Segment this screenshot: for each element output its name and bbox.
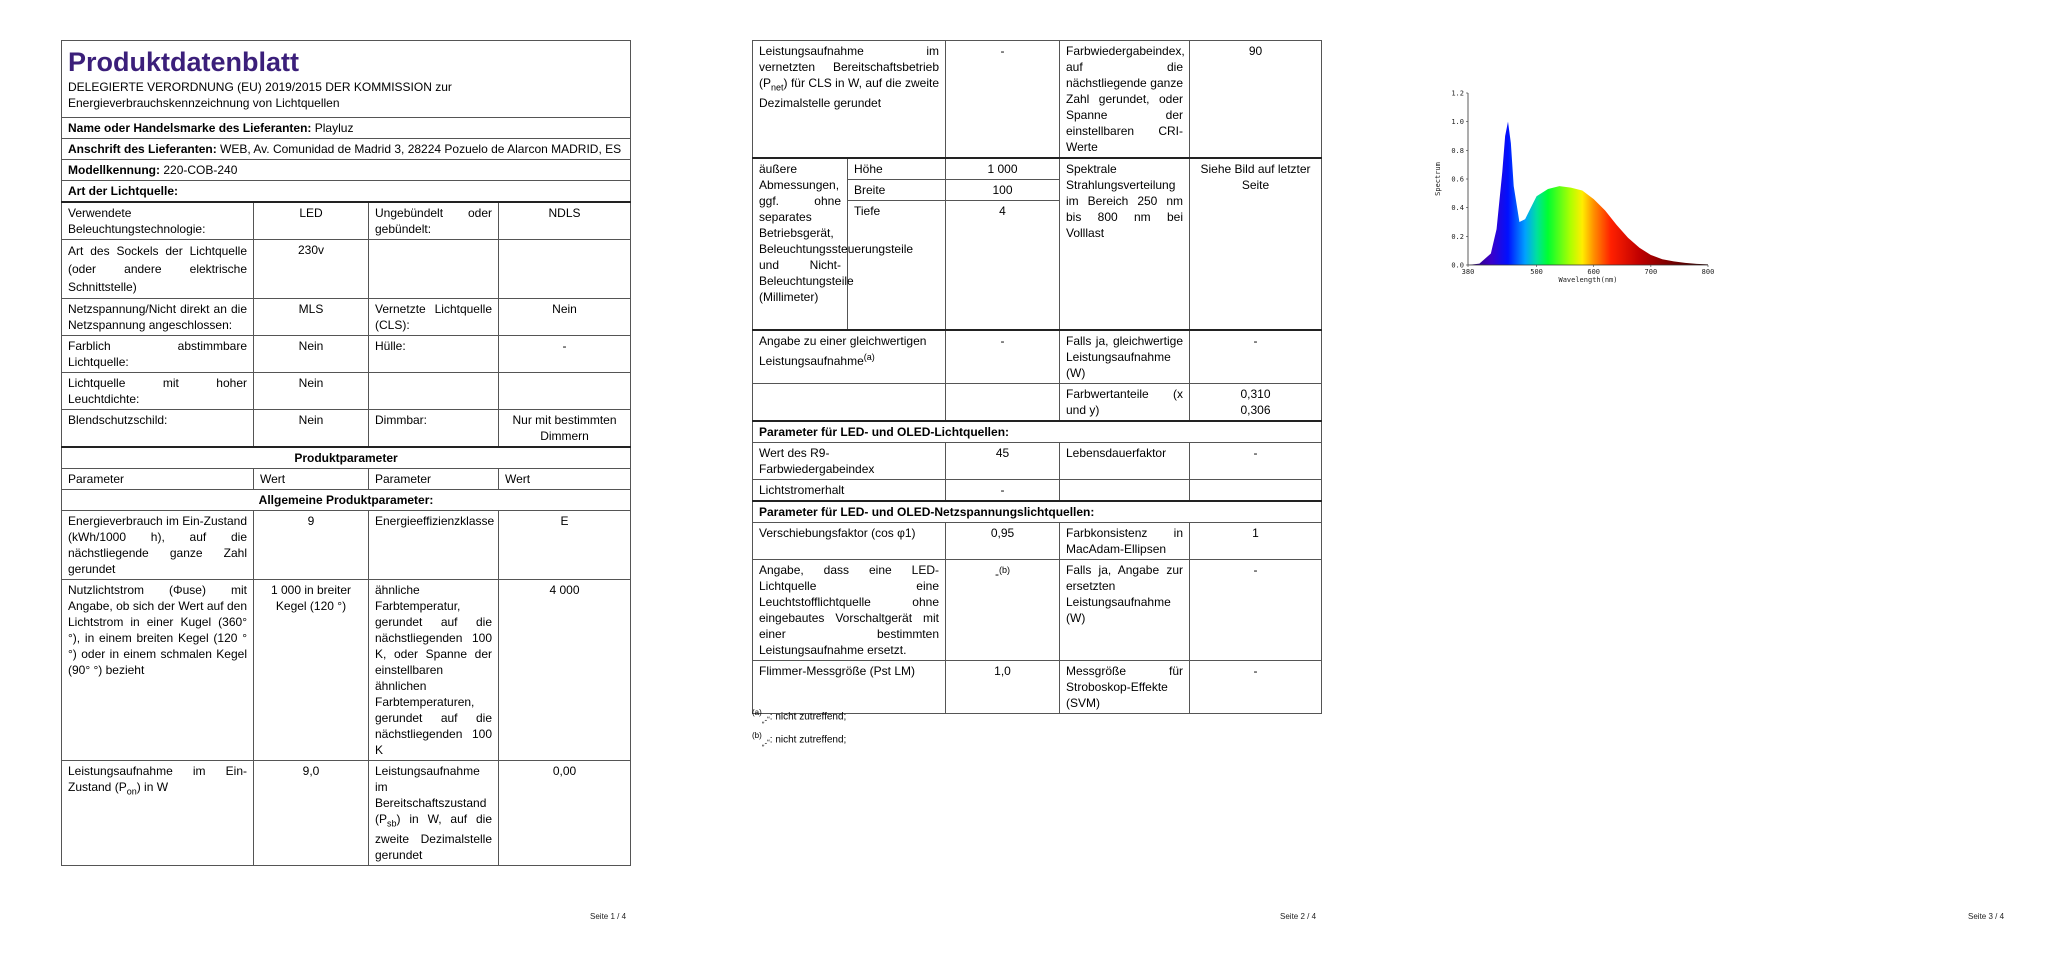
depth-label: Tiefe: [848, 201, 946, 331]
maintenance-value: -: [946, 480, 1060, 502]
supplier-name-value: Playluz: [314, 121, 354, 135]
mains-params-heading: Parameter für LED- und OLED-Netzspannungslichtquellen:: [753, 501, 1322, 523]
width-value: 100: [946, 180, 1060, 201]
psb-label-sub: sb: [387, 818, 397, 829]
regulation-text: DELEGIERTE VERORDNUNG (EU) 2019/2015 DER KOMMISSION zur Energieverbrauchskennzeichnung von Lichtquellen: [68, 80, 452, 110]
equiv-power-label: Falls ja, gleichwertige Leistungsaufnahme (W): [1060, 330, 1190, 384]
footnote-a-text: : nicht zutreffend;: [769, 711, 847, 723]
r9-value: 45: [946, 443, 1060, 480]
equiv-value: -: [946, 330, 1060, 384]
x-tick-label: 380: [1461, 268, 1475, 276]
footnote-b-sup: (b): [752, 731, 762, 741]
empty-cell: [369, 373, 499, 410]
dimmable-value: Nur mit bestimmten Dimmern: [499, 410, 631, 448]
spd-label: Spektrale Strahlungsverteilung im Bereich 250 nm bis 800 nm bei Volllast: [1060, 158, 1190, 330]
supplier-name-row: [62, 118, 631, 139]
high-luminance-label: Lichtquelle mit hoher Leuchtdichte:: [62, 373, 254, 410]
footnote-a: [752, 705, 846, 728]
col-header-value: Wert: [254, 469, 369, 490]
energy-value: 9: [254, 511, 369, 580]
bundled-value: NDLS: [499, 202, 631, 240]
maintenance-label: Lichtstromerhalt: [753, 480, 946, 502]
header-cell: [62, 41, 631, 118]
tech-label: Verwendete Beleuchtungstechnologie:: [62, 202, 254, 240]
replace-value: [946, 560, 1060, 661]
socket-value: 230v: [254, 240, 369, 299]
flicker-label: Flimmer-Messgröße (Pst LM): [753, 661, 946, 714]
equiv-label: [753, 330, 946, 384]
spectrum-area: [1468, 122, 1708, 265]
pon-value: 9,0: [254, 761, 369, 866]
dimensions-label: äußere Abmessungen, ggf. ohne separates Betriebsgerät, Beleuchtungssteuerungsteile und Nicht-Beleuchtungsteile (Millimeter): [753, 158, 848, 330]
product-sheet-table-part2: [752, 40, 1322, 714]
chroma-label: Farbwertanteile (x und y): [1060, 384, 1190, 422]
x-tick-label: 600: [1587, 268, 1601, 276]
height-value: 1 000: [946, 158, 1060, 180]
spd-value: Siehe Bild auf letzter Seite: [1190, 158, 1322, 330]
flicker-value: 1,0: [946, 661, 1060, 714]
y-axis-label: Spectrum: [1434, 162, 1442, 196]
page-footer: Seite 2 / 4: [1280, 912, 1317, 921]
pnet-label-b: ) für CLS in W, auf die zweite Dezimalstelle gerundet: [759, 76, 939, 111]
model-label: Modellkennung:: [68, 163, 160, 177]
psb-label: [369, 761, 499, 866]
y-tick-label: 0.4: [1451, 204, 1464, 213]
pnet-label-a: Leistungsaufnahme im vernetzten Bereitschaftsbetrieb (P: [759, 44, 939, 90]
pnet-value: -: [946, 41, 1060, 159]
footnote-a-sub: „-“: [761, 715, 770, 725]
empty-cell: [1060, 480, 1190, 502]
cct-value: 4 000: [499, 580, 631, 761]
product-params-heading: Produktparameter: [62, 447, 631, 469]
survival-label: Lebensdauerfaktor: [1060, 443, 1190, 480]
empty-cell: [753, 384, 946, 422]
empty-cell: [369, 240, 499, 299]
y-tick-label: 0.0: [1451, 261, 1464, 270]
x-axis-label: Wavelength(nm): [1558, 276, 1618, 284]
chroma-value: [1190, 384, 1322, 422]
equiv-power-value: -: [1190, 330, 1322, 384]
equiv-label-text: Angabe zu einer gleichwertigen Leistungsaufnahme: [759, 334, 927, 368]
tunable-label: Farblich abstimmbare Lichtquelle:: [62, 336, 254, 373]
replace-value-sup: (b): [999, 565, 1010, 575]
replace-value-text: -: [995, 567, 999, 581]
glare-shield-value: Nein: [254, 410, 369, 448]
width-label: Breite: [848, 180, 946, 201]
cls-label: Vernetzte Lichtquelle (CLS):: [369, 299, 499, 336]
cri-value: 90: [1190, 41, 1322, 159]
flux-value: 1 000 in breiter Kegel (120 °): [254, 580, 369, 761]
r9-label: Wert des R9-Farbwiedergabeindex: [753, 443, 946, 480]
empty-cell: [946, 384, 1060, 422]
supplier-name-label: Name oder Handelsmarke des Lieferanten:: [68, 121, 312, 135]
pon-label-b: ) in W: [136, 780, 169, 794]
model-row: [62, 160, 631, 181]
chroma-y: 0,306: [1240, 403, 1271, 417]
x-tick-label: 500: [1530, 268, 1543, 276]
page-1: [0, 0, 683, 964]
psb-value: 0,00: [499, 761, 631, 866]
chroma-x: 0,310: [1240, 387, 1271, 401]
mains-label: Netzspannung/Nicht direkt an die Netzspannung angeschlossen:: [62, 299, 254, 336]
flux-label: Nutzlichtstrom (Φuse) mit Angabe, ob sich der Wert auf den Lichtstrom in einer Kugel (360° °), in einem breiten Kegel (120 °°) oder in einem schmalen Kegel (90° °) bezieht: [62, 580, 254, 761]
macadam-label: Farbkonsistenz in MacAdam-Ellipsen: [1060, 523, 1190, 560]
tunable-value: Nein: [254, 336, 369, 373]
svm-value: -: [1190, 661, 1322, 714]
supplier-address-value: WEB, Av. Comunidad de Madrid 3, 28224 Pozuelo de Alarcon MADRID, ES: [220, 142, 622, 156]
supplier-address-label: Anschrift des Lieferanten:: [68, 142, 217, 156]
envelope-value: -: [499, 336, 631, 373]
cct-label: ähnliche Farbtemperatur, gerundet auf die nächstliegenden 100 K, oder Spanne der einstellbaren ähnlichen Farbtemperaturen, gerundet auf die nächstliegenden 100 K: [369, 580, 499, 761]
y-tick-label: 0.2: [1451, 232, 1464, 241]
eec-value: E: [499, 511, 631, 580]
survival-value: -: [1190, 443, 1322, 480]
equiv-label-sup: (a): [863, 352, 875, 362]
col-header-parameter: Parameter: [62, 469, 254, 490]
page-footer: Seite 1 / 4: [590, 912, 627, 921]
y-tick-label: 0.6: [1451, 175, 1464, 184]
footnote-b-sub: „-“: [761, 738, 770, 748]
depth-value: 4: [946, 201, 1060, 331]
pnet-label: [753, 41, 946, 159]
tech-value: LED: [254, 202, 369, 240]
footnotes: [752, 705, 846, 752]
dpf-label: Verschiebungsfaktor (cos φ1): [753, 523, 946, 560]
general-params-heading: Allgemeine Produktparameter:: [62, 490, 631, 511]
pnet-label-sub: net: [771, 82, 784, 93]
cri-label: Farbwiedergabeindex, auf die nächstliegende ganze Zahl gerundet, oder Spanne der einstellbaren CRI-Werte: [1060, 41, 1190, 159]
empty-cell: [499, 373, 631, 410]
empty-cell: [1190, 480, 1322, 502]
supplier-address-row: [62, 139, 631, 160]
pon-label-sub: on: [126, 786, 137, 797]
socket-label: Art des Sockels der Lichtquelle (oder andere elektrische Schnittstelle): [62, 240, 254, 299]
page-title: Produktdatenblatt: [68, 47, 300, 77]
y-tick-label: 1.0: [1451, 118, 1464, 127]
footnote-b-text: : nicht zutreffend;: [769, 734, 847, 746]
dimmable-label: Dimmbar:: [369, 410, 499, 448]
col-header-value: Wert: [499, 469, 631, 490]
height-label: Höhe: [848, 158, 946, 180]
svm-label: Messgröße für Stroboskop-Effekte (SVM): [1060, 661, 1190, 714]
cls-value: Nein: [499, 299, 631, 336]
y-tick-label: 1.2: [1451, 89, 1464, 98]
product-sheet-table-part1: [61, 40, 631, 866]
psb-label-a: Leistungsaufnahme im Bereitschaftszustand (P: [375, 764, 487, 826]
envelope-label: Hülle:: [369, 336, 499, 373]
glare-shield-label: Blendschutzschild:: [62, 410, 254, 448]
replace-power-value: -: [1190, 560, 1322, 661]
eec-label: Energieeffizienzklasse: [369, 511, 499, 580]
empty-cell: [499, 240, 631, 299]
led-params-heading: Parameter für LED- und OLED-Lichtquellen:: [753, 421, 1322, 443]
model-value: 220-COB-240: [163, 163, 238, 177]
replace-label: Angabe, dass eine LED-Lichtquelle eine Leuchtstofflichtquelle ohne eingebautes Vorschaltgerät mit einer bestimmten Leistungsaufnahme ersetzt.: [753, 560, 946, 661]
bundled-label: Ungebündelt oder gebündelt:: [369, 202, 499, 240]
spectrum-chart: [1430, 85, 1730, 290]
light-source-type-heading: Art der Lichtquelle:: [62, 181, 631, 203]
x-tick-label: 800: [1701, 268, 1715, 276]
footnote-b: [752, 728, 846, 751]
macadam-value: 1: [1190, 523, 1322, 560]
replace-power-label: Falls ja, Angabe zur ersetzten Leistungsaufnahme (W): [1060, 560, 1190, 661]
psb-label-b: ) in W, auf die zweite Dezimalstelle gerundet: [375, 812, 492, 863]
pon-label-a: Leistungsaufnahme im Ein-Zustand (P: [68, 764, 247, 794]
dpf-value: 0,95: [946, 523, 1060, 560]
x-tick-label: 700: [1644, 268, 1658, 276]
mains-value: MLS: [254, 299, 369, 336]
pon-label: [62, 761, 254, 866]
y-tick-label: 0.8: [1451, 146, 1464, 155]
page-footer: Seite 3 / 4: [1968, 912, 2005, 921]
footnote-a-sup: (a): [752, 708, 762, 717]
high-luminance-value: Nein: [254, 373, 369, 410]
energy-label: Energieverbrauch im Ein-Zustand (kWh/1000 h), auf die nächstliegende ganze Zahl gerundet: [62, 511, 254, 580]
col-header-parameter: Parameter: [369, 469, 499, 490]
